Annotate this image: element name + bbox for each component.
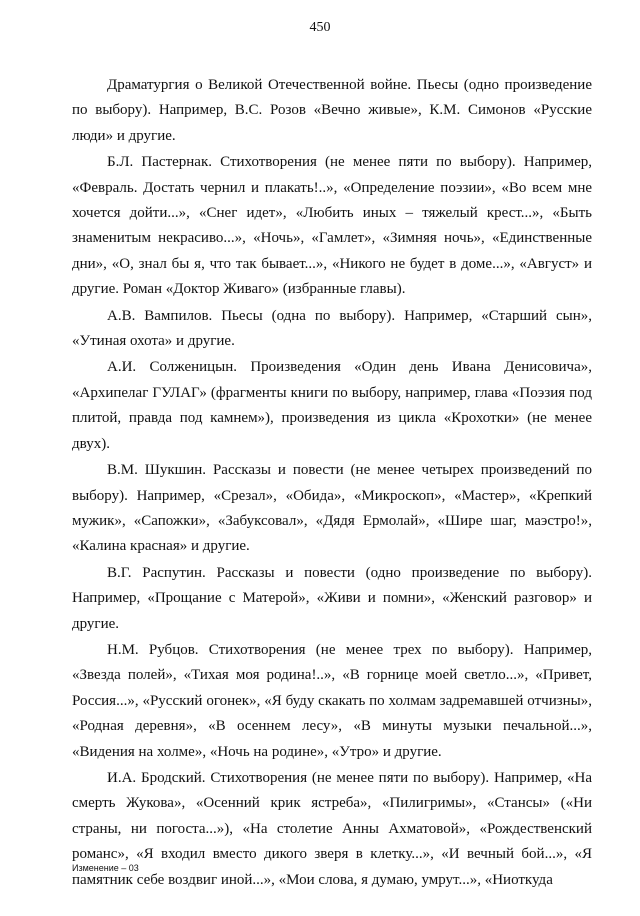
paragraph-drama-war: Драматургия о Великой Отечественной войне. Пьесы (одно произведение по выбору). Например, В.С. Розов «Вечно живые», К.М. Симонов «Русские люди» и другие. (72, 77, 592, 144)
document-body (72, 73, 592, 894)
paragraph-rubtsov: Н.М. Рубцов. Стихотворения (не менее трех по выбору). Например, «Звезда полей», «Тихая моя родина!..», «В горнице моей светло...», «Привет, Россия...», «Русский огонек», «Я буду скакать по холмам задремавшей отчизны», «Родная деревня», «В осеннем лесу», «В минуты музыки печальной...», «Видения на холме», «Ночь на родине», «Утро» и другие. (72, 641, 592, 760)
paragraph-rasputin: В.Г. Распутин. Рассказы и повести (одно произведение по выбору). Например, «Прощание с Матерой», «Живи и помни», «Женский разговор» и другие. (72, 564, 592, 632)
footer-revision: Изменение – 03 (72, 863, 139, 873)
paragraph-pasternak: Б.Л. Пастернак. Стихотворения (не менее пяти по выбору). Например, «Февраль. Достать чернил и плакать!..», «Определение поэзии», «Во всем мне хочется дойти...», «Снег идет», «Любить иных – тяжелый крест...», «Быть знаменитым некрасиво...», «Ночь», «Гамлет», «Зимняя ночь», «Единственные дни», «О, знал бы я, что так бывает...», «Никого не будет в доме...», «Август» и другие. Роман «Доктор Живаго» (избранные главы). (72, 154, 592, 298)
paragraph-vampilov: А.В. Вампилов. Пьесы (одна по выбору). Например, «Старший сын», «Утиная охота» и другие. (72, 307, 592, 350)
paragraph-brodsky: И.А. Бродский. Стихотворения (не менее пяти по выбору). Например, «На смерть Жукова», «Осенний крик ястреба», «Пилигримы», «Стансы» («Ни страны, ни погоста...»), «На столетие Анны Ахматовой», «Рождественский романс», «Я входил вместо дикого зверя в клетку...», «И вечный бой...», «Я памятник себе воздвиг иной...», «Мои слова, я думаю, умрут...», «Ниоткуда (72, 769, 592, 888)
paragraph-shukshin: В.М. Шукшин. Рассказы и повести (не менее четырех произведений по выбору). Например, «Срезал», «Обида», «Микроскоп», «Мастер», «Крепкий мужик», «Сапожки», «Забуксовал», «Дядя Ермолай», «Шире шаг, маэстро!», «Калина красная» и другие. (72, 462, 592, 555)
paragraph-solzhenitsyn: А.И. Солженицын. Произведения «Один день Ивана Денисовича», «Архипелаг ГУЛАГ» (фрагменты книги по выбору, например, глава «Поэзия под плитой, правда под камнем»), произведения из цикла «Крохотки» (не менее двух). (72, 359, 592, 452)
page-number: 450 (309, 20, 331, 35)
